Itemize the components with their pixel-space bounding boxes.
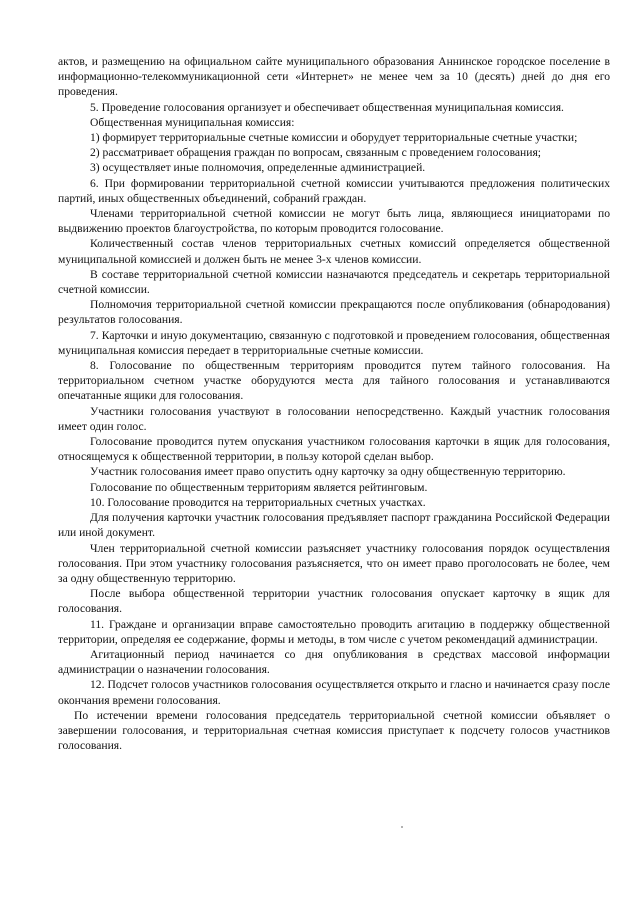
paragraph-item-7: 7. Карточки и иную документацию, связанную с подготовкой и проведением голосования, общественная муниципальная комиссия передает в территориальные счетные комиссии. [58, 328, 610, 357]
paragraph-one-card: Участник голосования имеет право опустить одну карточку за одну общественную территорию. [90, 465, 566, 479]
paragraph-ballot-box: Голосование проводится путем опускания участником голосования карточки в ящик для голосования, относящемуся к общественной территории, в пользу которой сделан выбор. [58, 435, 610, 464]
paragraph-commission-heading: Общественная муниципальная комиссия: [90, 115, 295, 129]
paragraph-commission-duty-1: 1) формирует территориальные счетные комиссии и оборудует территориальные счетные участки; [90, 131, 578, 145]
paragraph-vote-counting: По истечении времени голосования председатель территориальной счетной комиссии объявляет о завершении голосования, и территориальная счетная комиссия приступает к подсчету голосов участников голосования. [58, 708, 610, 753]
paragraph-commission-duty-2: 2) рассматривает обращения граждан по вопросам, связанным с проведением голосования; [90, 146, 542, 160]
paragraph-rating-vote: Голосование по общественным территориям является рейтинговым. [90, 480, 428, 494]
paragraph-members-restriction: Членами территориальной счетной комиссии не могут быть лица, являющиеся инициаторами по выдвижению проектов благоустройства, по которым проводится голосование. [58, 207, 610, 236]
paragraph-item-10: 10. Голосование проводится на территориальных счетных участках. [90, 495, 426, 509]
paragraph-direct-participation: Участники голосования участвуют в голосовании непосредственно. Каждый участник голосования имеет один голос. [58, 404, 610, 433]
paragraph-item-6: 6. При формировании территориальной счетной комиссии учитываются предложения политических партий, иных общественных объединений, собраний граждан. [58, 176, 610, 205]
paragraph-commission-duty-3: 3) осуществляет иные полномочия, определенные администрацией. [90, 161, 426, 175]
paragraph-item-5: 5. Проведение голосования организует и обеспечивает общественная муниципальная комиссия. [90, 100, 564, 114]
paragraph-publication-notice: актов, и размещению на официальном сайте муниципального образования Аннинское городское поселение в информационно-телекоммуникационной сети «Интернет» не менее чем за 10 (десять) дней до дня его проведения. [58, 55, 610, 99]
paragraph-passport: Для получения карточки участник голосования предъявляет паспорт гражданина Российской Федерации или иной документ. [58, 511, 610, 540]
scan-speck [401, 826, 403, 828]
paragraph-item-11: 11. Граждане и организации вправе самостоятельно проводить агитацию в поддержку общественной территории, определяя ее содержание, формы и методы, в том числе с учетом рекомендаций администрации. [58, 617, 610, 646]
document-page [58, 54, 610, 753]
paragraph-members-count: Количественный состав членов территориальных счетных комиссий определяется общественной муниципальной комиссией и должен быть не менее 3-х членов комиссии. [58, 237, 610, 266]
paragraph-item-8: 8. Голосование по общественным территориям проводится путем тайного голосования. На территориальном счетном участке оборудуются места для тайного голосования и устанавливаются опечатанные ящики для голосования. [58, 359, 610, 403]
paragraph-item-12: 12. Подсчет голосов участников голосования осуществляется открыто и гласно и начинается сразу после окончания времени голосования. [58, 678, 610, 707]
paragraph-powers-termination: Полномочия территориальной счетной комиссии прекращаются после опубликования (обнародования) результатов голосования. [58, 298, 610, 327]
paragraph-campaign-period: Агитационный период начинается со дня опубликования в средствах массовой информации администрации о назначении голосования. [58, 647, 610, 677]
paragraph-explanation: Член территориальной счетной комиссии разъясняет участнику голосования порядок осуществления голосования. При этом участнику голосования разъясняется, что он имеет право проголосовать не более, чем за одну общественную территорию. [58, 541, 610, 585]
paragraph-after-choice: После выбора общественной территории участник голосования опускает карточку в ящик для голосования. [58, 587, 610, 616]
paragraph-chair-secretary: В составе территориальной счетной комиссии назначаются председатель и секретарь территориальной счетной комиссии. [58, 267, 610, 297]
